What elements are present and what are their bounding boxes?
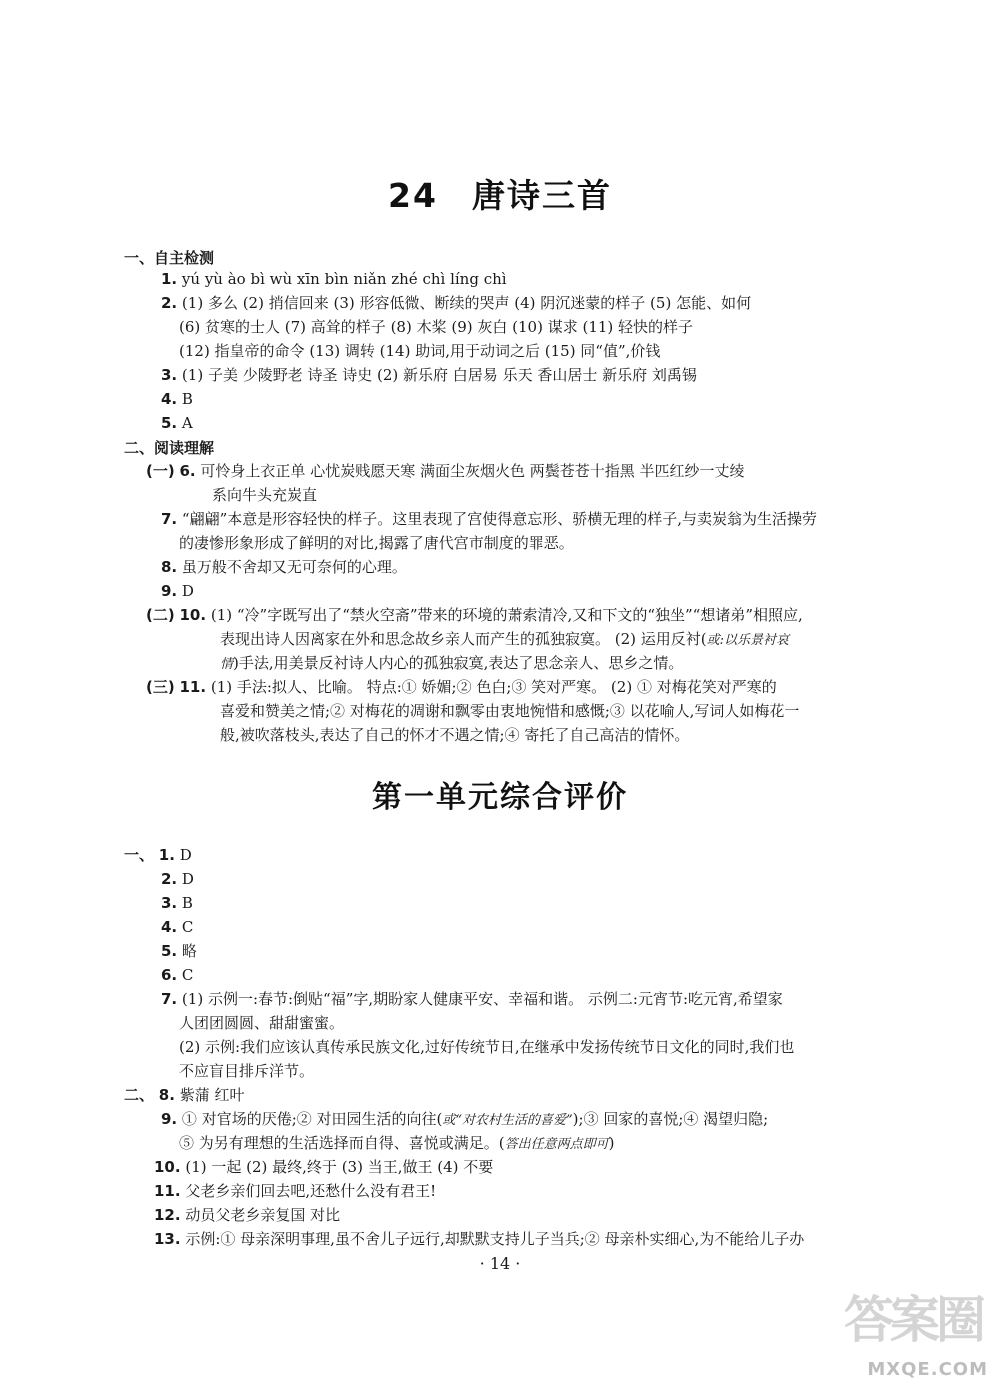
answer-text: 紫蒲 红叶	[179, 1086, 245, 1104]
question-number: 1.	[158, 846, 175, 864]
answer-text: D	[181, 870, 194, 888]
unit-question-10	[154, 1157, 493, 1177]
unit-question-4	[161, 917, 193, 937]
question-2-line-1	[161, 293, 751, 313]
unit-question-3	[161, 893, 193, 913]
answer-text: ① 对官场的厌倦;② 对田园生活的向往(	[181, 1110, 443, 1128]
question-number: 10.	[179, 606, 207, 624]
page-number: · 14 ·	[479, 1254, 521, 1273]
unit-review-title: 第一单元综合评价	[372, 780, 628, 815]
question-8	[161, 557, 407, 577]
question-10-line-2	[220, 629, 789, 651]
answer-note: 或“对农村生活的喜爱”	[442, 1113, 573, 1128]
question-number: 8.	[158, 1086, 175, 1104]
question-7-line-1	[161, 509, 817, 529]
answer-text: 表现出诗人因离家在外和思念故乡亲人而产生的孤独寂寞。 (2) 运用反衬(	[220, 630, 707, 648]
lesson-number: 24	[388, 176, 438, 215]
question-5	[161, 413, 193, 433]
unit-question-7-line-3: (2) 示例:我们应该认真传承民族文化,过好传统节日,在继承中发扬传统节日文化的同时,我们也	[179, 1038, 795, 1056]
answer-text: 动员父老乡亲复国 对比	[185, 1206, 341, 1224]
section-heading-self-check: 一、自主检测	[124, 249, 215, 267]
unit-question-5	[161, 941, 197, 961]
answer-text: D	[179, 846, 192, 864]
question-number: 7.	[161, 990, 178, 1008]
question-9	[161, 581, 194, 601]
answer-text: ⑤ 为另有理想的生活选择而自得、喜悦或满足。(	[179, 1134, 505, 1152]
unit-question-2	[161, 869, 194, 889]
lesson-title	[0, 170, 1000, 217]
watermark	[838, 1260, 988, 1380]
question-number: 6.	[179, 462, 196, 480]
unit-question-13	[154, 1229, 804, 1249]
question-1	[161, 269, 507, 289]
subsection-marker: (一)	[146, 462, 175, 480]
unit-question-9-line-1	[161, 1109, 768, 1131]
lesson-title-text: 唐诗三首	[471, 176, 612, 215]
question-number: 11.	[179, 678, 207, 696]
answer-text: (1) 手法:拟人、比喻。 特点:① 娇媚;② 色白;③ 笑对严寒。 (2) ① 对梅花笑对严寒的	[210, 678, 777, 696]
answer-text: C	[181, 966, 194, 984]
question-number: 6.	[161, 966, 178, 984]
question-number: 4.	[161, 390, 178, 408]
question-2-line-3: (12) 指皇帝的命令 (13) 调转 (14) 助词,用于动词之后 (15) 同“值”,价钱	[179, 342, 661, 360]
question-number: 10.	[154, 1158, 181, 1176]
answer-text: (1) “冷”字既写出了“禁火空斋”带来的环境的萧索清冷,又和下文的“独坐”“想诸弟”相照应,	[210, 606, 803, 624]
answer-text: 略	[181, 942, 197, 960]
section-marker: 一、	[124, 846, 155, 864]
section-heading-reading: 二、阅读理解	[124, 439, 215, 457]
question-6-line-1	[146, 461, 745, 481]
question-number: 3.	[161, 366, 178, 384]
unit-question-1	[124, 845, 192, 865]
question-number: 12.	[154, 1206, 181, 1224]
unit-question-12	[154, 1205, 340, 1225]
question-number: 3.	[161, 894, 178, 912]
watermark-url: MXQE.COM	[867, 1359, 988, 1380]
subsection-marker: (三)	[146, 678, 175, 696]
answer-text: 可怜身上衣正单 心忧炭贱愿天寒 满面尘灰烟火色 两鬓苍苍十指黑 半匹红纱一丈绫	[200, 462, 745, 480]
answer-text: (1) 多么 (2) 捎信回来 (3) 形容低微、断续的哭声 (4) 阴沉迷蒙的样子 (5) 怎能、如何	[181, 294, 752, 312]
question-number: 2.	[161, 870, 178, 888]
subsection-marker: (二)	[146, 606, 175, 624]
answer-text: D	[181, 582, 194, 600]
question-11-line-1	[146, 677, 777, 697]
question-number: 13.	[154, 1230, 181, 1248]
unit-question-6	[161, 965, 193, 985]
answer-text: 虽万般不舍却又无可奈何的心理。	[181, 558, 407, 576]
question-4	[161, 389, 193, 409]
question-number: 11.	[154, 1182, 181, 1200]
unit-question-8	[124, 1085, 245, 1105]
answer-note: 或:以乐景衬哀	[706, 633, 790, 648]
question-number: 2.	[161, 294, 178, 312]
answer-text: B	[181, 894, 193, 912]
answer-text: A	[181, 414, 193, 432]
question-number: 9.	[161, 1110, 178, 1128]
answer-note: 答出任意两点即可	[504, 1137, 609, 1152]
question-11-line-2: 喜爱和赞美之情;② 对梅花的凋谢和飘零由衷地惋惜和感慨;③ 以花喻人,写词人如梅花一	[220, 702, 800, 720]
unit-question-7-line-1	[161, 989, 783, 1009]
answer-text: );③ 回家的喜悦;④ 渴望归隐;	[572, 1110, 769, 1128]
question-6-line-2: 系向牛头充炭直	[212, 486, 318, 504]
question-number: 1.	[161, 270, 178, 288]
unit-question-11	[154, 1181, 436, 1201]
answer-text: 示例:① 母亲深明事理,虽不舍儿子远行,却默默支持儿子当兵;② 母亲朴实细心,为不能给儿子办	[185, 1230, 805, 1248]
question-10-line-1	[146, 605, 803, 625]
answer-note: 情	[220, 657, 234, 672]
unit-question-9-line-2	[179, 1133, 615, 1155]
question-3	[161, 365, 697, 385]
answer-text: C	[181, 918, 194, 936]
question-number: 4.	[161, 918, 178, 936]
unit-question-7-line-4: 不应盲目排斥洋节。	[179, 1062, 315, 1080]
answer-text: yú yù ào bì wù xīn bìn niǎn zhé chì líng chì	[181, 270, 507, 288]
question-11-line-3: 般,被吹落枝头,表达了自己的怀才不遇之情;④ 寄托了自己高洁的情怀。	[220, 726, 690, 744]
question-2-line-2: (6) 贫寒的士人 (7) 高耸的样子 (8) 木桨 (9) 灰白 (10) 谋求 (11) 轻快的样子	[179, 318, 694, 336]
answer-text: (1) 一起 (2) 最终,终于 (3) 当王,做王 (4) 不要	[185, 1158, 494, 1176]
unit-question-7-line-2: 人团团圆圆、甜甜蜜蜜。	[179, 1014, 345, 1032]
section-marker: 二、	[124, 1086, 155, 1104]
answer-text: (1) 子美 少陵野老 诗圣 诗史 (2) 新乐府 白居易 乐天 香山居士 新乐府 刘禹锡	[181, 366, 697, 384]
answer-text: (1) 示例一:春节:倒贴“福”字,期盼家人健康平安、幸福和谐。 示例二:元宵节:吃元宵,希望家	[181, 990, 783, 1008]
question-number: 9.	[161, 582, 178, 600]
answer-text: )手法,用美景反衬诗人内心的孤独寂寞,表达了思念亲人、思乡之情。	[233, 654, 684, 672]
question-7-line-2: 的凄惨形象形成了鲜明的对比,揭露了唐代宫市制度的罪恶。	[179, 534, 574, 552]
question-10-line-3	[220, 653, 683, 675]
answer-text: 父老乡亲们回去吧,还愁什么没有君王!	[185, 1182, 437, 1200]
watermark-logo: 答案圈	[844, 1291, 982, 1349]
answer-text: B	[181, 390, 193, 408]
answer-text: “翩翩”本意是形容轻快的样子。这里表现了宫使得意忘形、骄横无理的样子,与卖炭翁为生活操劳	[181, 510, 818, 528]
question-number: 8.	[161, 558, 178, 576]
question-number: 7.	[161, 510, 178, 528]
answer-text: )	[608, 1134, 615, 1152]
question-number: 5.	[161, 942, 178, 960]
question-number: 5.	[161, 414, 178, 432]
